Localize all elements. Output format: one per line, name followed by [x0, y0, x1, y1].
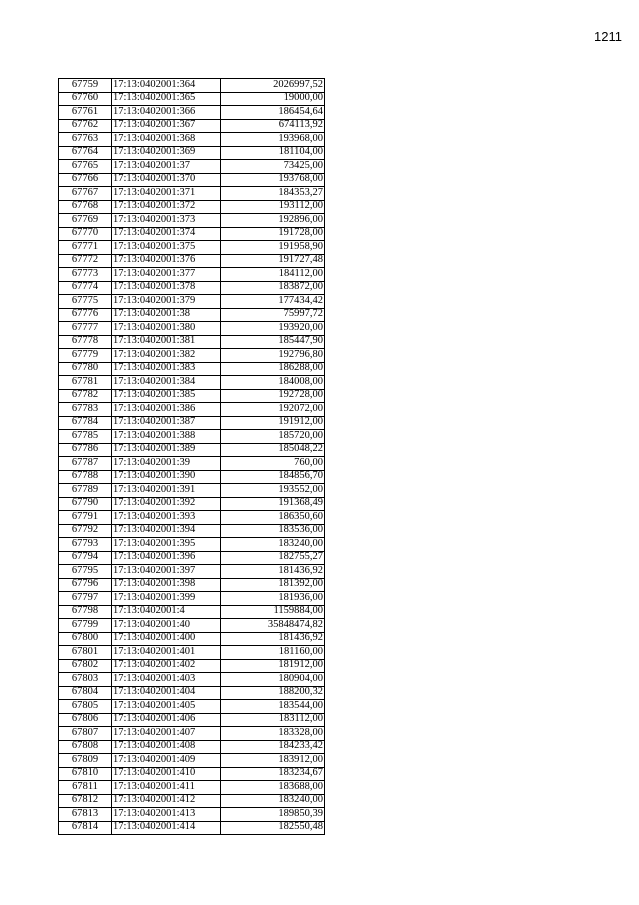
- table-row: [59, 484, 325, 498]
- cadastral-number-cell: 17:13:0402001:412: [112, 794, 221, 808]
- table-row: [59, 511, 325, 525]
- cadastral-number-cell: 17:13:0402001:405: [112, 700, 221, 714]
- row-number-cell: 67770: [59, 227, 112, 241]
- cadastral-number-cell: 17:13:0402001:370: [112, 173, 221, 187]
- cadastral-value-cell: 185720,00: [221, 430, 325, 444]
- cadastral-number-cell: 17:13:0402001:390: [112, 470, 221, 484]
- cadastral-value-cell: 191958,90: [221, 241, 325, 255]
- cadastral-number-cell: 17:13:0402001:414: [112, 821, 221, 835]
- cadastral-number-cell: 17:13:0402001:385: [112, 389, 221, 403]
- cadastral-value-cell: 73425,00: [221, 160, 325, 174]
- table-row: [59, 160, 325, 174]
- table-row: [59, 727, 325, 741]
- cadastral-number-cell: 17:13:0402001:389: [112, 443, 221, 457]
- row-number-cell: 67767: [59, 187, 112, 201]
- cadastral-value-cell: 184856,70: [221, 470, 325, 484]
- row-number-cell: 67766: [59, 173, 112, 187]
- cadastral-number-cell: 17:13:0402001:375: [112, 241, 221, 255]
- table-row: [59, 646, 325, 660]
- table-row: [59, 416, 325, 430]
- row-number-cell: 67793: [59, 538, 112, 552]
- cadastral-value-cell: 186288,00: [221, 362, 325, 376]
- table-row: [59, 281, 325, 295]
- cadastral-value-cell: 183912,00: [221, 754, 325, 768]
- row-number-cell: 67773: [59, 268, 112, 282]
- cadastral-value-cell: 181392,00: [221, 578, 325, 592]
- cadastral-value-cell: 674113,92: [221, 119, 325, 133]
- cadastral-number-cell: 17:13:0402001:406: [112, 713, 221, 727]
- row-number-cell: 67771: [59, 241, 112, 255]
- cadastral-value-cell: 177434,42: [221, 295, 325, 309]
- cadastral-number-cell: 17:13:0402001:371: [112, 187, 221, 201]
- table-row: [59, 119, 325, 133]
- cadastral-number-cell: 17:13:0402001:410: [112, 767, 221, 781]
- row-number-cell: 67809: [59, 754, 112, 768]
- cadastral-value-cell: 181912,00: [221, 659, 325, 673]
- row-number-cell: 67762: [59, 119, 112, 133]
- cadastral-number-cell: 17:13:0402001:38: [112, 308, 221, 322]
- row-number-cell: 67778: [59, 335, 112, 349]
- cadastral-value-cell: 186454,64: [221, 106, 325, 120]
- cadastral-number-cell: 17:13:0402001:407: [112, 727, 221, 741]
- table-row: [59, 794, 325, 808]
- cadastral-number-cell: 17:13:0402001:392: [112, 497, 221, 511]
- row-number-cell: 67786: [59, 443, 112, 457]
- row-number-cell: 67784: [59, 416, 112, 430]
- table-row: [59, 686, 325, 700]
- cadastral-value-cell: 181160,00: [221, 646, 325, 660]
- row-number-cell: 67777: [59, 322, 112, 336]
- row-number-cell: 67806: [59, 713, 112, 727]
- row-number-cell: 67791: [59, 511, 112, 525]
- cadastral-value-cell: 35848474,82: [221, 619, 325, 633]
- cadastral-number-cell: 17:13:0402001:395: [112, 538, 221, 552]
- cadastral-value-cell: 193968,00: [221, 133, 325, 147]
- table-row: [59, 214, 325, 228]
- row-number-cell: 67813: [59, 808, 112, 822]
- table-row: [59, 592, 325, 606]
- row-number-cell: 67801: [59, 646, 112, 660]
- cadastral-number-cell: 17:13:0402001:367: [112, 119, 221, 133]
- row-number-cell: 67768: [59, 200, 112, 214]
- cadastral-number-cell: 17:13:0402001:379: [112, 295, 221, 309]
- cadastral-value-cell: 1159884,00: [221, 605, 325, 619]
- cadastral-value-cell: 181436,92: [221, 632, 325, 646]
- table-row: [59, 808, 325, 822]
- cadastral-number-cell: 17:13:0402001:386: [112, 403, 221, 417]
- table-row: [59, 605, 325, 619]
- cadastral-value-cell: 188200,32: [221, 686, 325, 700]
- table-row: [59, 497, 325, 511]
- cadastral-value-cell: 184008,00: [221, 376, 325, 390]
- row-number-cell: 67800: [59, 632, 112, 646]
- cadastral-value-cell: 186350,60: [221, 511, 325, 525]
- table-row: [59, 268, 325, 282]
- cadastral-value-cell: 182755,27: [221, 551, 325, 565]
- table-row: [59, 754, 325, 768]
- cadastral-value-cell: 19000,00: [221, 92, 325, 106]
- row-number-cell: 67764: [59, 146, 112, 160]
- cadastral-number-cell: 17:13:0402001:384: [112, 376, 221, 390]
- cadastral-number-cell: 17:13:0402001:400: [112, 632, 221, 646]
- table-row: [59, 821, 325, 835]
- cadastral-number-cell: 17:13:0402001:383: [112, 362, 221, 376]
- cadastral-value-cell: 192896,00: [221, 214, 325, 228]
- table-row: [59, 308, 325, 322]
- table-row: [59, 470, 325, 484]
- cadastral-value-cell: 191912,00: [221, 416, 325, 430]
- cadastral-number-cell: 17:13:0402001:364: [112, 79, 221, 93]
- cadastral-number-cell: 17:13:0402001:408: [112, 740, 221, 754]
- cadastral-value-cell: 183112,00: [221, 713, 325, 727]
- table-row: [59, 538, 325, 552]
- table-row: [59, 133, 325, 147]
- cadastral-number-cell: 17:13:0402001:404: [112, 686, 221, 700]
- cadastral-number-cell: 17:13:0402001:398: [112, 578, 221, 592]
- row-number-cell: 67794: [59, 551, 112, 565]
- table-row: [59, 146, 325, 160]
- table-row: [59, 457, 325, 471]
- row-number-cell: 67812: [59, 794, 112, 808]
- row-number-cell: 67802: [59, 659, 112, 673]
- cadastral-value-cell: 191727,48: [221, 254, 325, 268]
- row-number-cell: 67805: [59, 700, 112, 714]
- cadastral-number-cell: 17:13:0402001:381: [112, 335, 221, 349]
- row-number-cell: 67795: [59, 565, 112, 579]
- table-row: [59, 619, 325, 633]
- row-number-cell: 67781: [59, 376, 112, 390]
- cadastral-number-cell: 17:13:0402001:409: [112, 754, 221, 768]
- cadastral-value-cell: 182550,48: [221, 821, 325, 835]
- cadastral-value-cell: 181436,92: [221, 565, 325, 579]
- table-row: [59, 524, 325, 538]
- cadastral-number-cell: 17:13:0402001:369: [112, 146, 221, 160]
- cadastral-value-cell: 193768,00: [221, 173, 325, 187]
- row-number-cell: 67759: [59, 79, 112, 93]
- table-row: [59, 335, 325, 349]
- cadastral-number-cell: 17:13:0402001:366: [112, 106, 221, 120]
- row-number-cell: 67797: [59, 592, 112, 606]
- row-number-cell: 67769: [59, 214, 112, 228]
- cadastral-value-cell: 193112,00: [221, 200, 325, 214]
- cadastral-number-cell: 17:13:0402001:4: [112, 605, 221, 619]
- cadastral-value-cell: 192072,00: [221, 403, 325, 417]
- table-row: [59, 700, 325, 714]
- cadastral-value-cell: 181104,00: [221, 146, 325, 160]
- cadastral-value-cell: 183240,00: [221, 794, 325, 808]
- cadastral-number-cell: 17:13:0402001:378: [112, 281, 221, 295]
- table-row: [59, 362, 325, 376]
- cadastral-number-cell: 17:13:0402001:365: [112, 92, 221, 106]
- table-row: [59, 173, 325, 187]
- cadastral-number-cell: 17:13:0402001:402: [112, 659, 221, 673]
- table-row: [59, 551, 325, 565]
- cadastral-number-cell: 17:13:0402001:399: [112, 592, 221, 606]
- table-row: [59, 187, 325, 201]
- row-number-cell: 67783: [59, 403, 112, 417]
- cadastral-value-cell: 180904,00: [221, 673, 325, 687]
- cadastral-number-cell: 17:13:0402001:401: [112, 646, 221, 660]
- table-row: [59, 349, 325, 363]
- table-row: [59, 659, 325, 673]
- row-number-cell: 67775: [59, 295, 112, 309]
- cadastral-value-cell: 181936,00: [221, 592, 325, 606]
- row-number-cell: 67799: [59, 619, 112, 633]
- cadastral-value-cell: 183688,00: [221, 781, 325, 795]
- table-row: [59, 92, 325, 106]
- cadastral-value-cell: 192728,00: [221, 389, 325, 403]
- table-row: [59, 200, 325, 214]
- cadastral-value-cell: 185048,22: [221, 443, 325, 457]
- cadastral-value-cell: 184353,27: [221, 187, 325, 201]
- cadastral-value-cell: 183328,00: [221, 727, 325, 741]
- row-number-cell: 67785: [59, 430, 112, 444]
- cadastral-value-cell: 760,00: [221, 457, 325, 471]
- row-number-cell: 67774: [59, 281, 112, 295]
- row-number-cell: 67810: [59, 767, 112, 781]
- table-row: [59, 740, 325, 754]
- row-number-cell: 67796: [59, 578, 112, 592]
- table-row: [59, 241, 325, 255]
- cadastral-number-cell: 17:13:0402001:394: [112, 524, 221, 538]
- cadastral-number-cell: 17:13:0402001:372: [112, 200, 221, 214]
- cadastral-value-cell: 183536,00: [221, 524, 325, 538]
- cadastral-number-cell: 17:13:0402001:413: [112, 808, 221, 822]
- table-row: [59, 632, 325, 646]
- cadastral-number-cell: 17:13:0402001:388: [112, 430, 221, 444]
- cadastral-number-cell: 17:13:0402001:396: [112, 551, 221, 565]
- row-number-cell: 67811: [59, 781, 112, 795]
- cadastral-number-cell: 17:13:0402001:382: [112, 349, 221, 363]
- cadastral-value-cell: 193920,00: [221, 322, 325, 336]
- table-row: [59, 389, 325, 403]
- table-row: [59, 295, 325, 309]
- cadastral-number-cell: 17:13:0402001:368: [112, 133, 221, 147]
- cadastral-number-cell: 17:13:0402001:387: [112, 416, 221, 430]
- row-number-cell: 67765: [59, 160, 112, 174]
- cadastral-number-cell: 17:13:0402001:411: [112, 781, 221, 795]
- cadastral-value-cell: 191368,49: [221, 497, 325, 511]
- table-row: [59, 403, 325, 417]
- cadastral-number-cell: 17:13:0402001:393: [112, 511, 221, 525]
- cadastral-number-cell: 17:13:0402001:39: [112, 457, 221, 471]
- cadastral-value-cell: 183544,00: [221, 700, 325, 714]
- row-number-cell: 67814: [59, 821, 112, 835]
- cadastral-value-cell: 191728,00: [221, 227, 325, 241]
- table-row: [59, 565, 325, 579]
- cadastral-number-cell: 17:13:0402001:391: [112, 484, 221, 498]
- cadastral-number-cell: 17:13:0402001:403: [112, 673, 221, 687]
- row-number-cell: 67807: [59, 727, 112, 741]
- row-number-cell: 67776: [59, 308, 112, 322]
- row-number-cell: 67808: [59, 740, 112, 754]
- row-number-cell: 67787: [59, 457, 112, 471]
- cadastral-number-cell: 17:13:0402001:40: [112, 619, 221, 633]
- table-row: [59, 430, 325, 444]
- cadastral-value-cell: 189850,39: [221, 808, 325, 822]
- row-number-cell: 67779: [59, 349, 112, 363]
- table-row: [59, 106, 325, 120]
- table-row: [59, 443, 325, 457]
- table-row: [59, 79, 325, 93]
- cadastral-number-cell: 17:13:0402001:376: [112, 254, 221, 268]
- cadastral-value-cell: 2026997,52: [221, 79, 325, 93]
- row-number-cell: 67760: [59, 92, 112, 106]
- table-row: [59, 322, 325, 336]
- cadastral-value-cell: 184112,00: [221, 268, 325, 282]
- row-number-cell: 67792: [59, 524, 112, 538]
- cadastral-value-table: [58, 78, 325, 835]
- cadastral-number-cell: 17:13:0402001:380: [112, 322, 221, 336]
- row-number-cell: 67789: [59, 484, 112, 498]
- cadastral-value-cell: 192796,80: [221, 349, 325, 363]
- table-row: [59, 376, 325, 390]
- table-row: [59, 227, 325, 241]
- cadastral-value-cell: 185447,90: [221, 335, 325, 349]
- page-number: 1211: [594, 29, 622, 44]
- table-body: [59, 79, 325, 835]
- row-number-cell: 67804: [59, 686, 112, 700]
- table-row: [59, 767, 325, 781]
- cadastral-value-cell: 183872,00: [221, 281, 325, 295]
- table-row: [59, 713, 325, 727]
- row-number-cell: 67780: [59, 362, 112, 376]
- table-row: [59, 781, 325, 795]
- row-number-cell: 67788: [59, 470, 112, 484]
- row-number-cell: 67782: [59, 389, 112, 403]
- cadastral-value-cell: 183240,00: [221, 538, 325, 552]
- cadastral-value-cell: 184233,42: [221, 740, 325, 754]
- cadastral-number-cell: 17:13:0402001:373: [112, 214, 221, 228]
- cadastral-number-cell: 17:13:0402001:37: [112, 160, 221, 174]
- cadastral-value-cell: 193552,00: [221, 484, 325, 498]
- table-row: [59, 254, 325, 268]
- row-number-cell: 67761: [59, 106, 112, 120]
- row-number-cell: 67790: [59, 497, 112, 511]
- cadastral-value-cell: 75997,72: [221, 308, 325, 322]
- row-number-cell: 67798: [59, 605, 112, 619]
- cadastral-value-cell: 183234,67: [221, 767, 325, 781]
- cadastral-number-cell: 17:13:0402001:397: [112, 565, 221, 579]
- table-row: [59, 673, 325, 687]
- table-row: [59, 578, 325, 592]
- cadastral-number-cell: 17:13:0402001:377: [112, 268, 221, 282]
- row-number-cell: 67763: [59, 133, 112, 147]
- row-number-cell: 67772: [59, 254, 112, 268]
- row-number-cell: 67803: [59, 673, 112, 687]
- cadastral-number-cell: 17:13:0402001:374: [112, 227, 221, 241]
